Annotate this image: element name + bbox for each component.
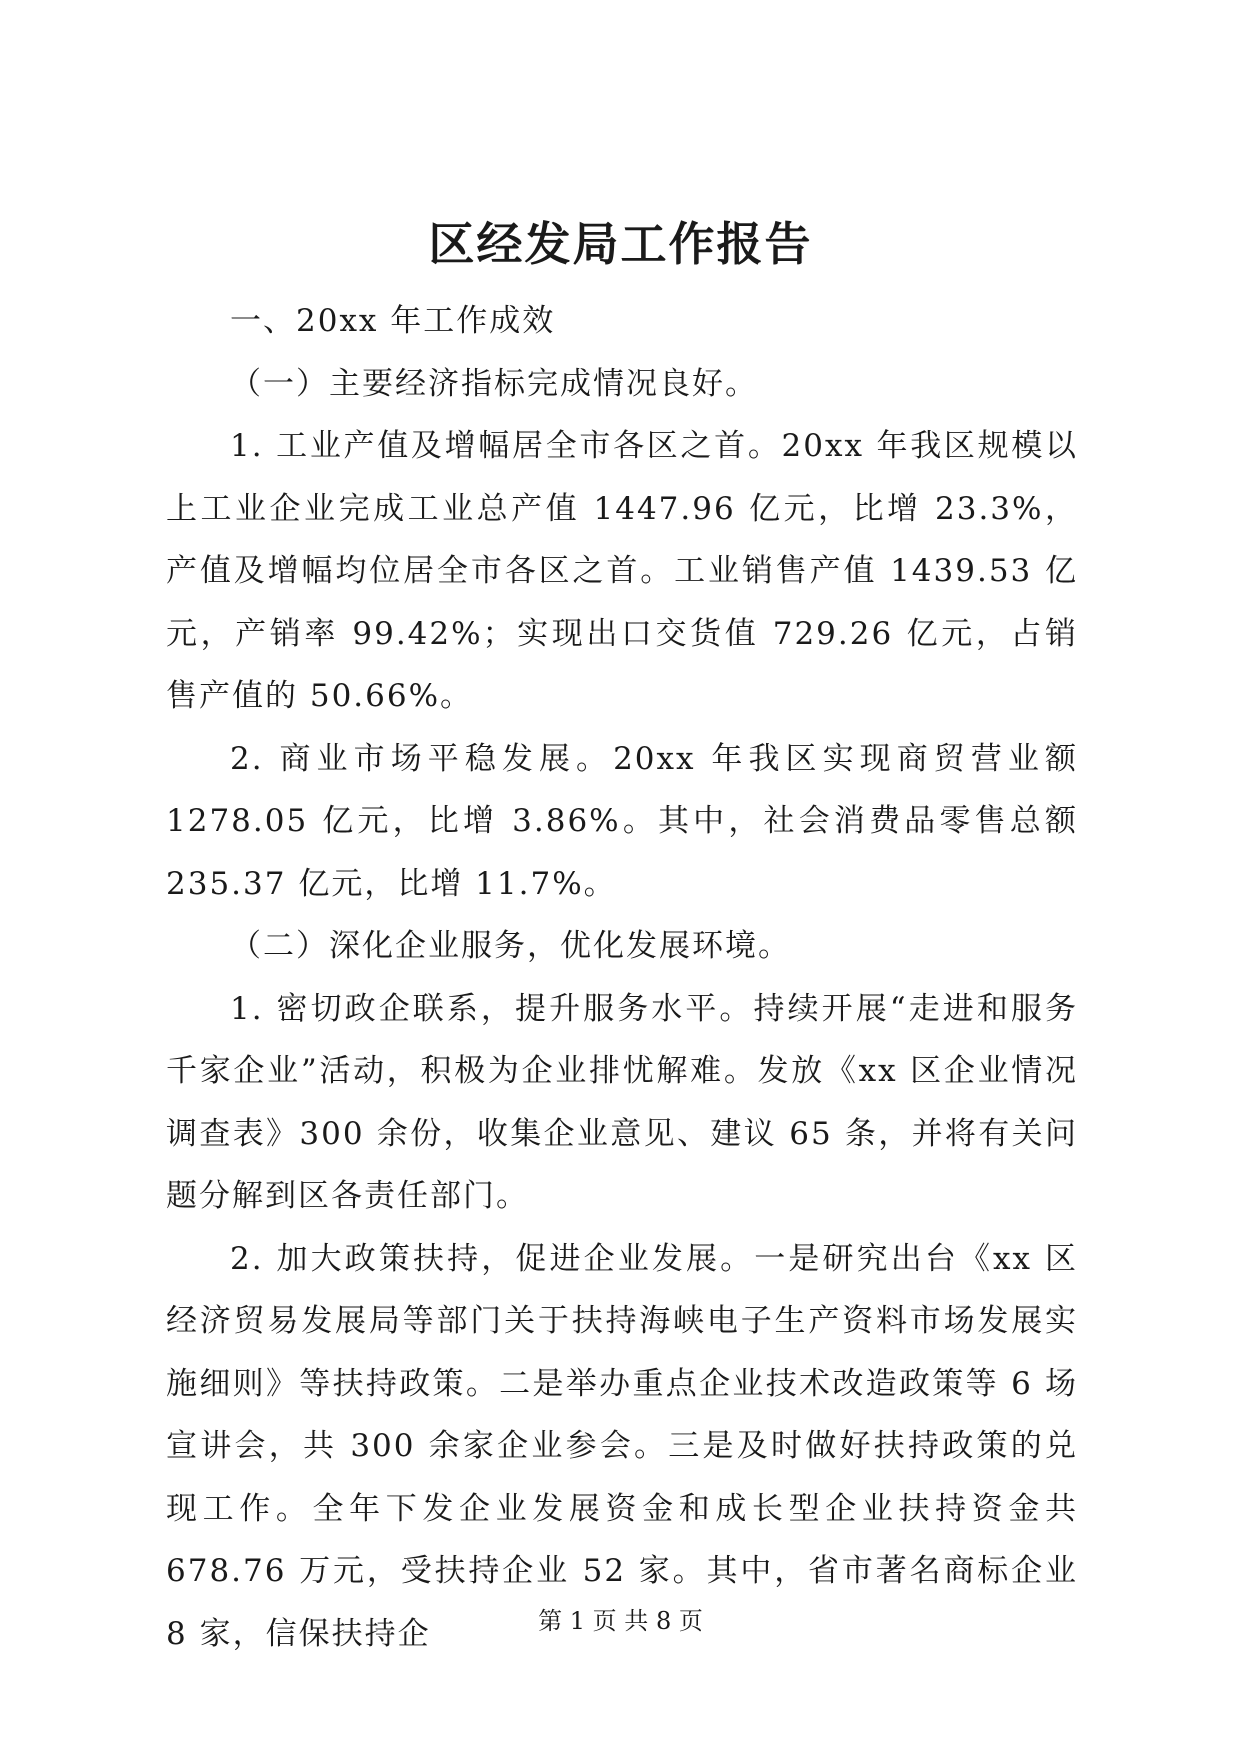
subsection-heading-1: （一）主要经济指标完成情况良好。	[230, 365, 758, 402]
paragraph-policy-support: 2. 加大政策扶持，促进企业发展。一是研究出台《xx 区经济贸易发展局等部门关于扶持海峡电子生产资料市场发展实施细则》等扶持政策。二是举办重点企业技术改造政策等 6 场宣讲会，共 300 余家企业参会。三是及时做好扶持政策的兑现工作。全年下发企业发展资金和成长型企业扶持资金共 678.76 万元，受扶持企业 52 家。其中，省市著名商标企业 8 家，信保扶持企	[166, 1240, 1078, 1652]
document-title: 区经发局工作报告	[428, 217, 813, 271]
subsection-heading-2: （二）深化企业服务，优化发展环境。	[230, 928, 791, 964]
page-footer: 第 1 页 共 8 页	[538, 1607, 703, 1635]
section-heading-1: 一、20xx 年工作成效	[230, 303, 556, 339]
paragraph-industrial-output: 1. 工业产值及增幅居全市各区之首。20xx 年我区规模以上工业企业完成工业总产值 1447.96 亿元，比增 23.3%，产值及增幅均位居全市各区之首。工业销售产值 1439.53 亿元，产销率 99.42%；实现出口交货值 729.26 亿元，占销售产值的 50.66%。	[166, 428, 1078, 714]
document-body	[166, 290, 1078, 1665]
paragraph-enterprise-contact: 1. 密切政企联系，提升服务水平。持续开展“走进和服务千家企业”活动，积极为企业排忧解难。发放《xx 区企业情况调查表》300 余份，收集企业意见、建议 65 条，并将有关问题分解到区各责任部门。	[166, 990, 1078, 1214]
paragraph-commercial-market: 2. 商业市场平稳发展。20xx 年我区实现商贸营业额 1278.05 亿元，比增 3.86%。其中，社会消费品零售总额 235.37 亿元，比增 11.7%。	[166, 740, 1078, 902]
